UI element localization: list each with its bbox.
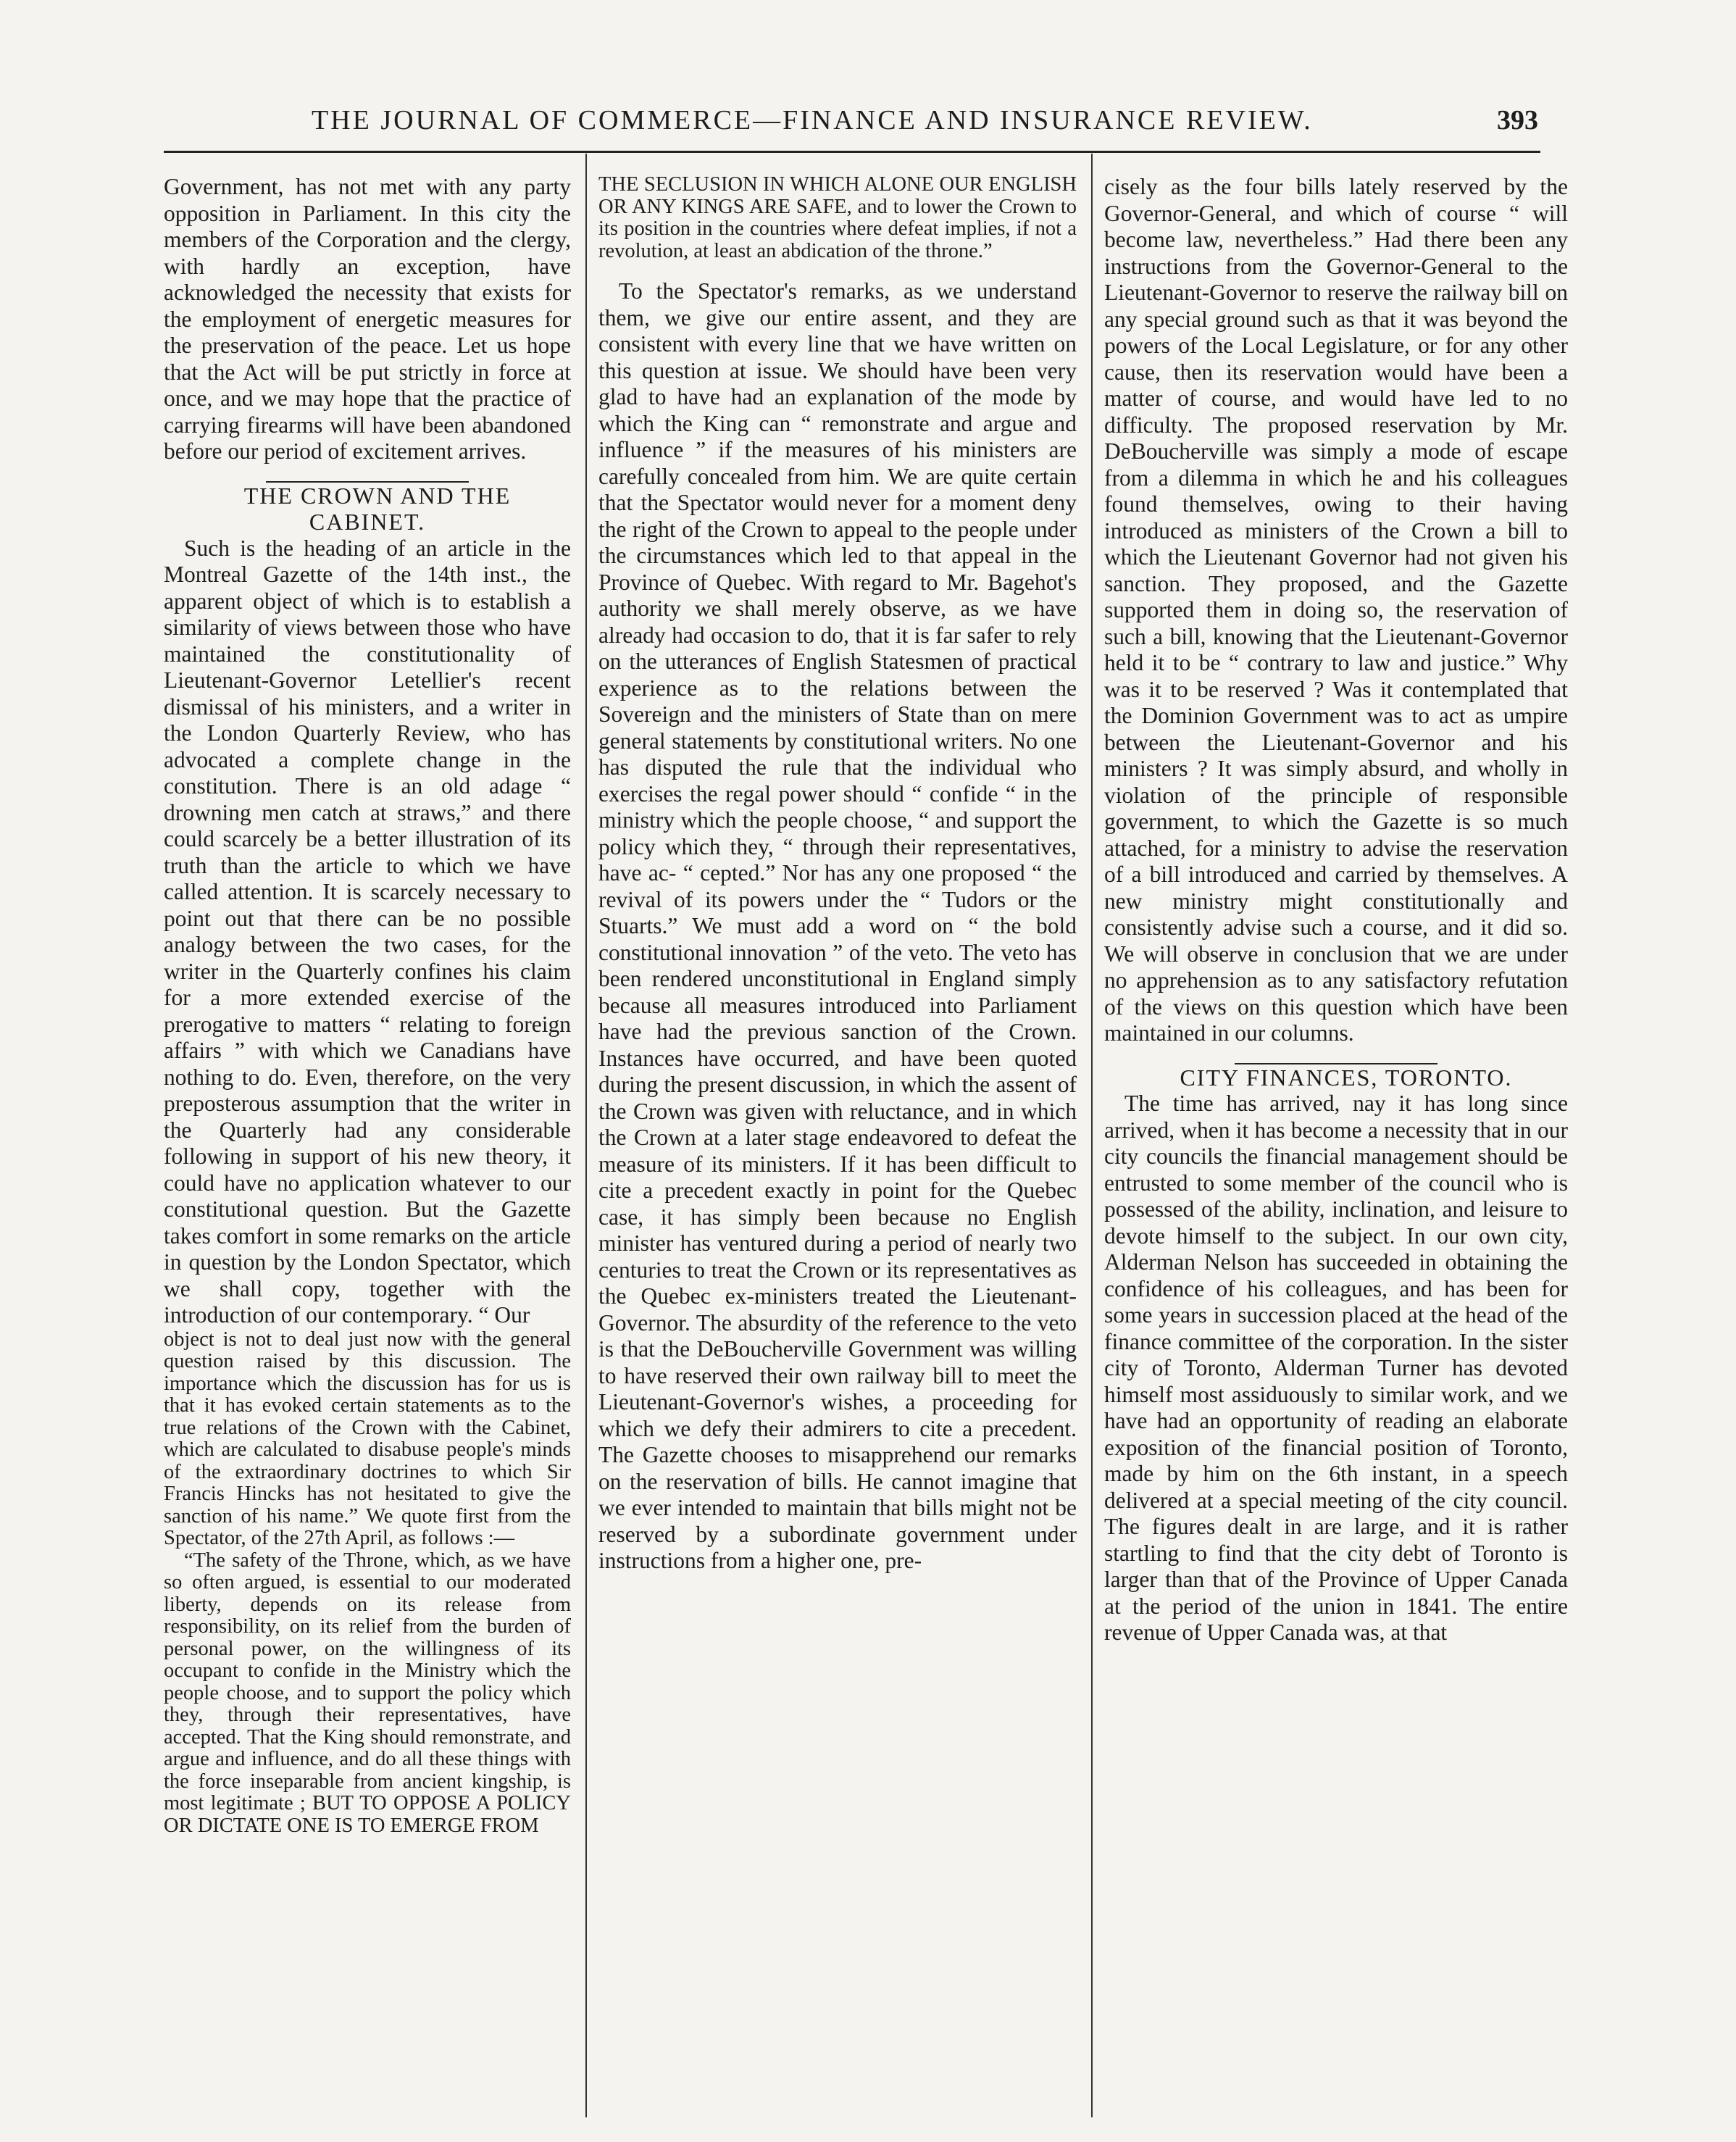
column-divider-2 [1091,154,1093,2117]
column-3 [1104,174,1568,1646]
paragraph-quote-end: THE SECLUSION IN WHICH ALONE OUR ENGLISH OR ANY KINGS ARE SAFE, and to lower the Crown to its position in the countries where defeat implies, if not a revolution, at least an abdication of the throne.” [598,173,1077,262]
paragraph-crown-quotation: object is not to deal just now with the general question raised by this discussion. The importance which the discussion has for us is that it has evoked certain statements as to the true relations of the Crown with the Cabinet, which are calculated to disabuse people's minds of the extraordinary doctrines to which Sir Francis Hincks has not hesitated to give the sanction of his name.” We quote first from the Spectator, of the 27th April, as follows :— [164,1328,571,1549]
paragraph-reservation: cisely as the four bills lately reserved by the Governor-General, and which of course “ will become law, nevertheless.” Had there been any instructions from the Governor-General to the Lieutenant-Governor to reserve the railway bill on any special ground such as that it was beyond the powers of the Local Legislature, or for any other cause, then its reservation would have been a matter of course, and would have led to no difficulty. The proposed reservation by Mr. DeBoucherville was simply a mode of escape from a dilemma in which he and his colleagues found themselves, owing to their having introduced as ministers of the Crown a bill to which the Lieutenant Governor had not given his sanction. They proposed, and the Gazette supported them in doing so, the reservation of such a bill, knowing that the Lieutenant-Governor held it to be “ contrary to law and justice.” Why was it to be reserved ? Was it contemplated that the Dominion Government was to act as umpire between the Lieutenant-Governor and his ministers ? It was simply absurd, and wholly in violation of the principle of responsible government, to which the Gazette is so much attached, for a ministry to advise the reservation of a bill introduced and carried by themselves. A new ministry might constitutionally and consistently advise such a course, and it did so. We will observe in conclusion that we are under no apprehension as to any satisfactory refutation of the views on this question which have been maintained in our columns. [1104,174,1568,1046]
section-title-city-finances: CITY FINANCES, TORONTO. [1180,1064,1513,1091]
column-divider-1 [585,154,587,2117]
header-rule [164,151,1540,153]
paragraph-continuation: Government, has not met with any party opposition in Parliament. In this city the members of the Corporation and the clergy, with hardly an exception, have acknowledged the necessity that exists for the employment of energetic measures for the preservation of the peace. Let us hope that the Act will be put strictly in force at once, and we may hope that the practice of carrying firearms will have been abandoned before our period of excitement arrives. [164,174,571,464]
running-title: THE JOURNAL OF COMMERCE—FINANCE AND INSURANCE REVIEW. [312,105,1313,136]
paragraph-city-finances: The time has arrived, nay it has long since arrived, when it has become a necessity that in our city councils the financial management should be entrusted to some member of the council who is possessed of the ability, inclination, and leisure to devote himself to the subject. In our own city, Alderman Nelson has succeeded in obtaining the confidence of his colleagues, and has been for some years in succession placed at the head of the finance committee of the corporation. In the sister city of Toronto, Alderman Turner has devoted himself most assiduously to similar work, and we have had an opportunity of reading an elaborate exposition of the financial position of Toronto, made by him on the 6th instant, in a speech delivered at a special meeting of the city council. The figures dealt in are large, and it is rather startling to find that the city debt of Toronto is larger than that of the Province of Upper Canada at the period of the union in 1841. The entire revenue of Upper Canada was, at that [1104,1091,1568,1645]
page-number: 393 [1497,105,1538,136]
paragraph-crown-1: Such is the heading of an article in the Montreal Gazette of the 14th inst., the apparent object of which is to establish a similarity of views between those who have maintained the constitutionality of Lieutenant-Governor Letellier's recent dismissal of his ministers, and a writer in the London Quarterly Review, who has advocated a complete change in the constitution. There is an old adage “ drowning men catch at straws,” and there could scarcely be a better illustration of its truth than the article to which we have called attention. It is scarcely necessary to point out that there can be no possible analogy between the two cases, for the writer in the Quarterly confines his claim for a more extended exercise of the prerogative to matters “ relating to foreign affairs ” with which we Canadians have nothing to do. Even, therefore, on the very preposterous assumption that the writer in the Quarterly had any considerable following in support of his new theory, it could have no application whatever to our constitutional question. But the Gazette takes comfort in some remarks on the article in question by the London Spectator, which we shall copy, together with the introduction of our contemporary. “ Our [164,535,571,1328]
paragraph-spectator-remarks: To the Spectator's remarks, as we understand them, we give our entire assent, and they are consistent with every line that we have written on this question at issue. We should have been very glad to have had an explanation of the mode by which the King can “ remonstrate and argue and influence ” if the measures of his ministers are carefully concealed from him. We are quite certain that the Spectator would never for a moment deny the right of the Crown to appeal to the people under the circumstances which led to that appeal in the Province of Quebec. With regard to Mr. Bagehot's authority we shall merely observe, as we have already had occasion to do, that it is far safer to rely on the utterances of English Statesmen of practical experience as to the relations between the Sovereign and the ministers of State than on mere general statements by constitutional writers. No one has disputed the rule that the individual who exercises the regal power should “ confide “ in the ministry which the people choose, “ and support the policy which they, “ through their representatives, have ac- “ cepted.” Nor has any one proposed “ the revival of its powers under the “ Tudors or the Stuarts.” We must add a word on “ the bold constitutional innovation ” of the veto. The veto has been rendered unconstitutional in England simply because all measures introduced into Parliament have had the previous sanction of the Crown. Instances have occurred, and have been quoted during the present discussion, in which the assent of the Crown was given with reluctance, and in which the Crown at a later stage endeavored to defeat the measure of its ministers. If it has been difficult to cite a precedent exactly in point for the Quebec case, it has simply been because no English minister has ventured during a period of nearly two centuries to treat the Crown or its representatives as the Quebec ex-ministers treated the Lieutenant-Governor. The absurdity of the reference to the veto is that the DeBoucherville Government was willing to have reserved their own railway bill to meet the Lieutenant-Governor's wishes, a proceeding for which we defy their admirers to cite a precedent. The Gazette chooses to misapprehend our remarks on the reservation of bills. He cannot imagine that we ever intended to maintain that bills might not be reserved by a subordinate government under instructions from a higher one, pre- [598,278,1077,1573]
section-title-crown-cabinet: THE CROWN AND THE CABINET. [243,482,512,535]
column-1 [164,174,571,1837]
column-2 [598,174,1077,1575]
paragraph-spectator-quote: “The safety of the Throne, which, as we have so often argued, is essential to our moderated liberty, depends on its release from responsibility, on its relief from the burden of personal power, on the willingness of its occupant to confide in the Ministry which the people choose, and to support the policy which they, through their representatives, have accepted. That the King should remonstrate, and argue and influence, and do all these things with the force inseparable from ancient kingship, is most legitimate ; BUT TO OPPOSE A POLICY OR DICTATE ONE IS TO EMERGE FROM [164,1549,571,1837]
